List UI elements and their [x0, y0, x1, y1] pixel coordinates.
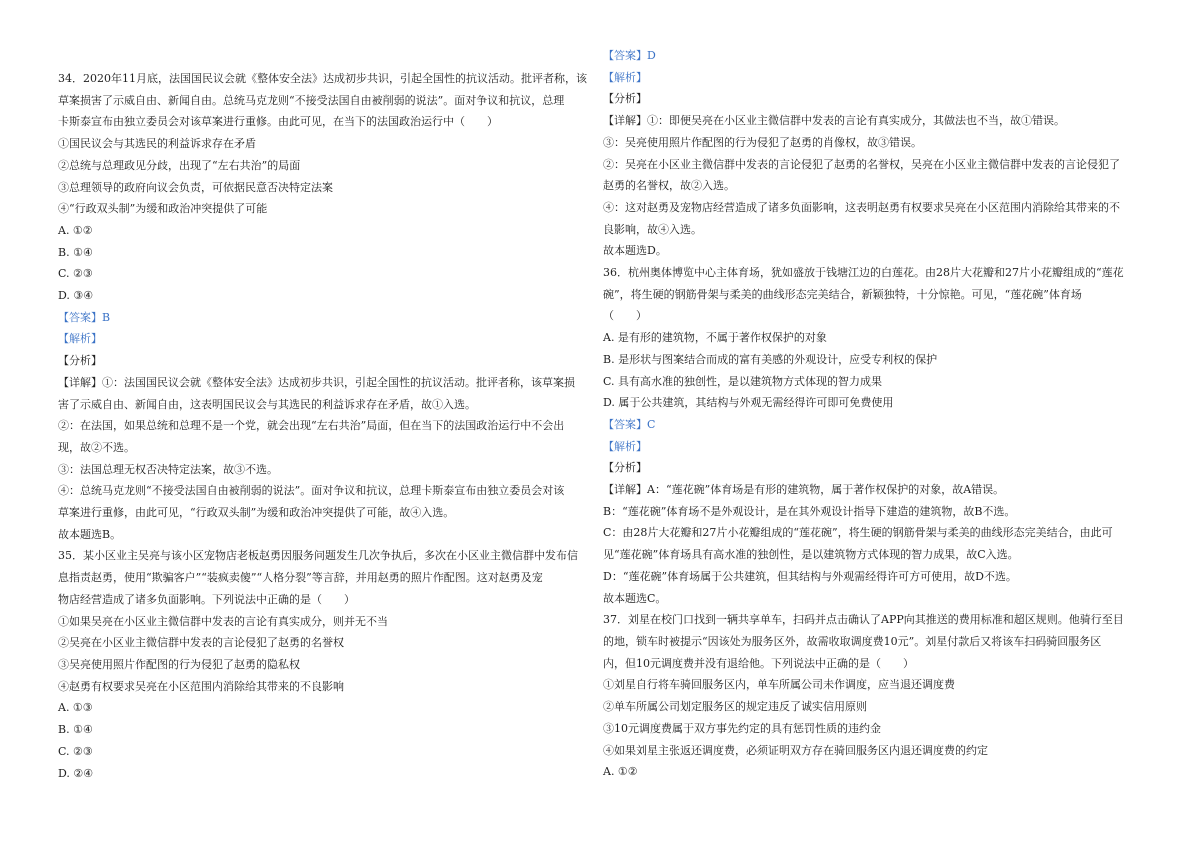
q35-item: ③吴亮使用照片作配图的行为侵犯了赵勇的隐私权: [58, 657, 300, 671]
q34-jiexi-label: 【解析】: [58, 332, 102, 346]
q36-stem-line: 碗”，将生硬的钢筋骨架与柔美的曲线形态完美结合，新颖独特，十分惊艳。可见，“莲花碗”体育场: [603, 287, 1082, 301]
q35-detail-line: ②：吴亮在小区业主微信群中发表的言论侵犯了赵勇的名誉权，吴亮在小区业主微信群中发表的言论侵犯了: [603, 157, 1120, 171]
q35-fenxi-label: 【分析】: [603, 92, 647, 106]
q35-option-c: C. ②③: [58, 744, 93, 758]
q37-item: ①刘星自行将车骑回服务区内，单车所属公司未作调度，应当退还调度费: [603, 678, 955, 692]
question-37: [603, 609, 1143, 783]
q34-detail-line: ③：法国总理无权否决特定法案，故③不选。: [58, 462, 278, 476]
q35-detail-line: 良影响，故④入选。: [603, 222, 702, 236]
q36-detail-line: D：“莲花碗”体育场属于公共建筑，但其结构与外观需经得许可方可使用，故D不选。: [603, 569, 1017, 583]
left-column: [58, 0, 598, 784]
q35-option-a: A. ①③: [58, 701, 93, 715]
q35-detail-line: ④：这对赵勇及宠物店经营造成了诸多负面影响，这表明赵勇有权要求吴亮在小区范围内消除给其带来的不: [603, 200, 1120, 214]
q36-option-b: B. 是形状与图案结合而成的富有美感的外观设计，应受专利权的保护: [603, 352, 938, 366]
q34-detail-line: 【详解】①：法国国民议会就《整体安全法》达成初步共识，引起全国性的抗议活动。批评者称，该草案损: [58, 375, 575, 389]
q36-stem-line: 36．杭州奥体博览中心主体育场，犹如盛放于钱塘江边的白莲花。由28片大花瓣和27片小花瓣组成的“莲花: [603, 266, 1124, 280]
q34-item: ②总统与总理政见分歧，出现了“左右共治”的局面: [58, 158, 301, 172]
q34-option-a: A. ①②: [58, 223, 93, 237]
q34-conclusion: 故本题选B。: [58, 527, 122, 541]
q36-option-c: C. 具有高水准的独创性，是以建筑物方式体现的智力成果: [603, 374, 883, 388]
q35-jiexi-label: 【解析】: [603, 70, 647, 84]
question-35: [58, 545, 598, 784]
q34-item: ③总理领导的政府向议会负责，可依据民意否决特定法案: [58, 180, 333, 194]
q34-detail-line: ④：总统马克龙则“不接受法国自由被削弱的说法”。面对争议和抗议，总理卡斯泰宣布由独立委员会对该: [58, 484, 565, 498]
q35-answer: 【答案】D: [603, 49, 656, 62]
right-column: [603, 0, 1143, 783]
q36-detail-line: 见“莲花碗”体育场具有高水准的独创性，是以建筑物方式体现的智力成果，故C入选。: [603, 548, 1019, 562]
q36-detail-line: 【详解】A：“莲花碗”体育场是有形的建筑物，属于著作权保护的对象，故A错误。: [603, 483, 1005, 497]
q35-item: ④赵勇有权要求吴亮在小区范围内消除给其带来的不良影响: [58, 679, 344, 693]
q35-detail-line: 【详解】①：即便吴亮在小区业主微信群中发表的言论有真实成分，其做法也不当，故①错误。: [603, 114, 1065, 128]
q35-stem-line: 35．某小区业主吴亮与该小区宠物店老板赵勇因服务问题发生几次争执后，多次在小区业主微信群中发布信: [58, 549, 578, 563]
q34-answer: 【答案】B: [58, 310, 111, 324]
q35-item: ②吴亮在小区业主微信群中发表的言论侵犯了赵勇的名誉权: [58, 636, 344, 650]
q37-stem-line: 内，但10元调度费并没有退给他。下列说法中正确的是（ ）: [603, 656, 914, 670]
question-35-solution: [603, 45, 1143, 262]
q35-stem-line: 息指责赵勇，使用“欺骗客户”“装疯卖傻”“人格分裂”等言辞，并用赵勇的照片作配图。这对赵勇及宠: [58, 571, 543, 585]
q37-item: ④如果刘星主张返还调度费，必须证明双方存在骑回服务区内退还调度费的约定: [603, 743, 988, 757]
q35-conclusion: 故本题选D。: [603, 244, 667, 258]
question-36: [603, 262, 1143, 609]
q35-stem-line: 物店经营造成了诸多负面影响。下列说法中正确的是（ ）: [58, 592, 355, 606]
q34-detail-line: 害了示威自由、新闻自由，这表明国民议会与其选民的利益诉求存在矛盾，故①入选。: [58, 397, 476, 411]
q37-item: ③10元调度费属于双方事先约定的具有惩罚性质的违约金: [603, 721, 881, 735]
q34-stem-line: 草案损害了示威自由、新闻自由。总统马克龙则“不接受法国自由被削弱的说法”。面对争议和抗议，总理: [58, 93, 565, 107]
q36-jiexi-label: 【解析】: [603, 439, 647, 453]
q34-detail-line: ②：在法国，如果总统和总理不是一个党，就会出现“左右共治”局面，但在当下的法国政治运行中不会出: [58, 419, 565, 433]
q34-item: ①国民议会与其选民的利益诉求存在矛盾: [58, 137, 256, 151]
q36-answer: 【答案】C: [603, 417, 656, 431]
q34-fenxi-label: 【分析】: [58, 354, 102, 368]
q35-detail-line: 赵勇的名誉权，故②入选。: [603, 179, 735, 193]
q34-detail-line: 现，故②不选。: [58, 440, 135, 454]
q34-option-c: C. ②③: [58, 267, 93, 281]
q37-item: ②单车所属公司划定服务区的规定违反了诚实信用原则: [603, 700, 867, 714]
q36-detail-line: C：由28片大花瓣和27片小花瓣组成的“莲花碗”，将生硬的钢筋骨架与柔美的曲线形态完美结合，由此可: [603, 526, 1113, 540]
q34-detail-line: 草案进行重修，由此可见，“行政双头制”为缓和政治冲突提供了可能，故④入选。: [58, 506, 455, 520]
q34-stem-line: 34．2020年11月底，法国国民议会就《整体安全法》达成初步共识，引起全国性的抗议活动。批评者称，该: [58, 72, 587, 85]
q37-stem-line: 37．刘星在校门口找到一辆共享单车，扫码并点击确认了APP向其推送的费用标准和超区规则。他骑行至目: [603, 613, 1124, 627]
q36-option-a: A. 是有形的建筑物，不属于著作权保护的对象: [603, 331, 827, 345]
q37-stem-line: 的地，锁车时被提示“因该处为服务区外，故需收取调度费10元”。刘星付款后又将该车扫码骑回服务区: [603, 634, 1102, 648]
q35-item: ①如果吴亮在小区业主微信群中发表的言论有真实成分，则并无不当: [58, 614, 388, 628]
q35-option-b: B. ①④: [58, 723, 93, 737]
q37-option-a: A. ①②: [603, 765, 638, 779]
q36-detail-line: B：“莲花碗”体育场不是外观设计，是在其外观设计指导下建造的建筑物，故B不选。: [603, 504, 1016, 518]
q34-option-b: B. ①④: [58, 245, 93, 259]
q36-fenxi-label: 【分析】: [603, 461, 647, 475]
q35-detail-line: ③：吴亮使用照片作配图的行为侵犯了赵勇的肖像权，故③错误。: [603, 135, 922, 149]
q34-option-d: D. ③④: [58, 289, 94, 303]
question-34: [58, 68, 598, 545]
q34-item: ④“行政双头制”为缓和政治冲突提供了可能: [58, 202, 268, 216]
q34-stem-line: 卡斯泰宣布由独立委员会对该草案进行重修。由此可见，在当下的法国政治运行中（ ）: [58, 115, 498, 129]
q36-conclusion: 故本题选C。: [603, 591, 667, 605]
q36-option-d: D. 属于公共建筑，其结构与外观无需经得许可即可免费使用: [603, 396, 894, 410]
q35-option-d: D. ②④: [58, 766, 94, 780]
q36-stem-line: （ ）: [603, 309, 647, 323]
